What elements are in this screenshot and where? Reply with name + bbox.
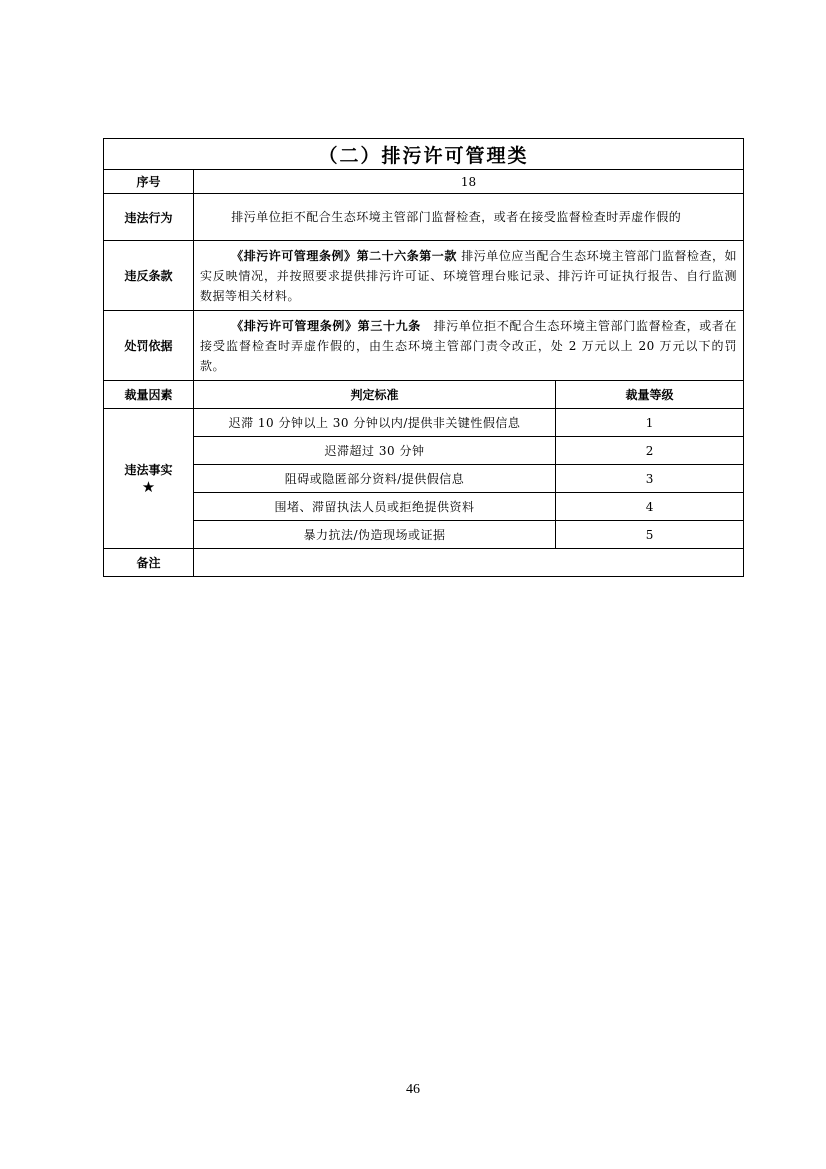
fact-standard: 迟滞 10 分钟以上 30 分钟以内/提供非关键性假信息 xyxy=(194,409,556,437)
penalty-cell xyxy=(194,311,744,381)
fact-standard: 暴力抗法/伪造现场或证据 xyxy=(194,521,556,549)
star-icon: ★ xyxy=(141,478,156,496)
penalty-paragraph xyxy=(194,313,743,379)
serial-row xyxy=(104,170,744,194)
serial-value: 18 xyxy=(194,170,744,194)
fact-level: 1 xyxy=(556,409,744,437)
discretion-label: 裁量因素 xyxy=(104,381,194,409)
penalty-row xyxy=(104,311,744,381)
facts-label: 违法事实 xyxy=(124,463,173,477)
fact-standard: 迟滞超过 30 分钟 xyxy=(194,437,556,465)
facts-label-cell xyxy=(104,409,194,549)
fact-row xyxy=(104,493,744,521)
fact-level: 4 xyxy=(556,493,744,521)
breach-reference: 《排污许可管理条例》第二十六条第一款 xyxy=(231,248,457,263)
standard-header: 判定标准 xyxy=(194,381,556,409)
fact-row xyxy=(104,437,744,465)
fact-standard: 阻碍或隐匿部分资料/提供假信息 xyxy=(194,465,556,493)
breach-row xyxy=(104,241,744,311)
fact-level: 2 xyxy=(556,437,744,465)
fact-standard: 围堵、滞留执法人员或拒绝提供资料 xyxy=(194,493,556,521)
level-header: 裁量等级 xyxy=(556,381,744,409)
fact-row xyxy=(104,521,744,549)
table-title: （二）排污许可管理类 xyxy=(104,139,744,170)
title-row xyxy=(104,139,744,170)
fact-row xyxy=(104,409,744,437)
discretion-header-row xyxy=(104,381,744,409)
remarks-value xyxy=(194,549,744,577)
page-number: 46 xyxy=(406,1082,420,1097)
fact-row xyxy=(104,465,744,493)
remarks-row xyxy=(104,549,744,577)
breach-label: 违反条款 xyxy=(104,241,194,311)
fact-level: 3 xyxy=(556,465,744,493)
penalty-text: 排污单位拒不配合生态环境主管部门监督检查，或者在接受监督检查时弄虚作假的，由生态环境主管部门责令改正，处 2 万元以上 20 万元以下的罚款。 xyxy=(200,318,738,373)
violation-cell xyxy=(194,194,744,241)
penalty-reference: 《排污许可管理条例》第三十九条 xyxy=(231,318,421,333)
violation-row xyxy=(104,194,744,241)
remarks-label: 备注 xyxy=(104,549,194,577)
fact-level: 5 xyxy=(556,521,744,549)
violation-label: 违法行为 xyxy=(104,194,194,241)
breach-text: 排污单位应当配合生态环境主管部门监督检查，如实反映情况，并按照要求提供排污许可证、环境管理台账记录、排污许可证执行报告、自行监测数据等相关材料。 xyxy=(200,248,738,303)
serial-label: 序号 xyxy=(104,170,194,194)
violation-text: 排污单位拒不配合生态环境主管部门监督检查，或者在接受监督检查时弄虚作假的 xyxy=(231,210,682,224)
penalty-label: 处罚依据 xyxy=(104,311,194,381)
breach-cell xyxy=(194,241,744,311)
penalty-standard-table xyxy=(103,138,744,577)
breach-paragraph xyxy=(194,243,743,309)
